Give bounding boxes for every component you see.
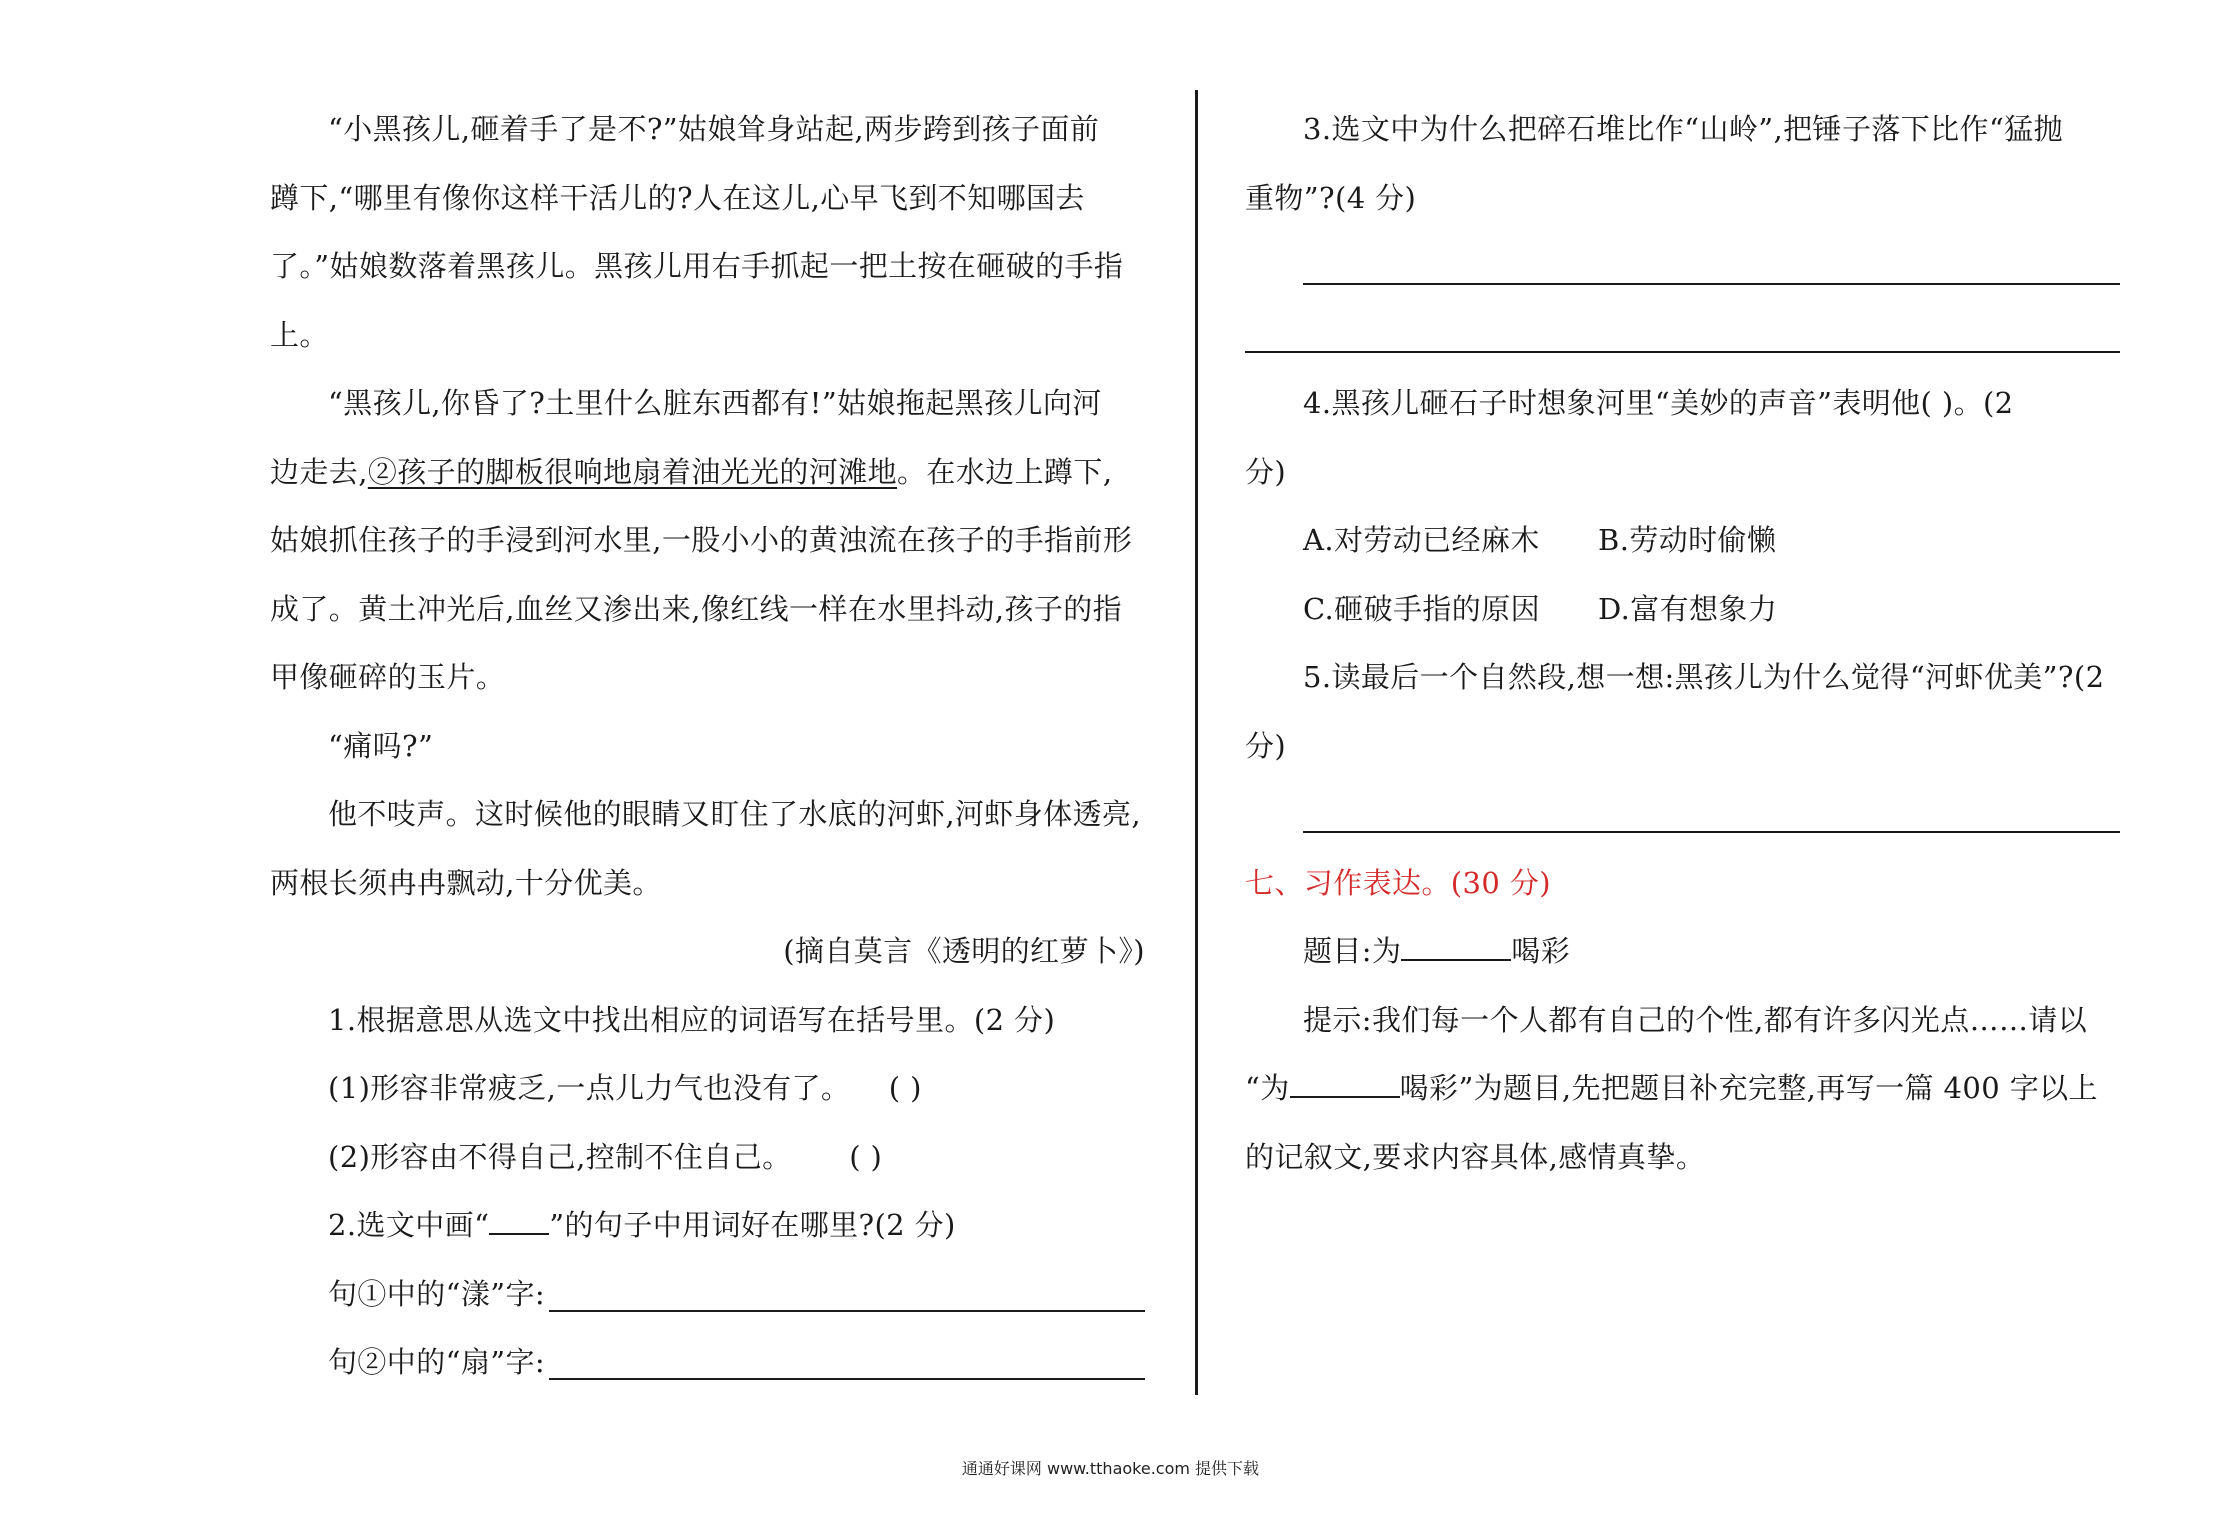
essay-hint: 提示:我们每一个人都有自己的个性,都有许多闪光点……请以 [1303, 1002, 2088, 1037]
question-2 [270, 1191, 1145, 1260]
topic-blank[interactable] [1401, 959, 1511, 961]
question-text: 句①中的“漾”字: [328, 1276, 546, 1311]
topic-blank[interactable] [1290, 1096, 1400, 1098]
option-b[interactable]: B.劳动时偷懒 [1598, 523, 1777, 557]
answer-parentheses[interactable]: ( ) [888, 1071, 922, 1105]
column-divider [1195, 90, 1198, 1395]
question-3: 3.选文中为什么把碎石堆比作“山岭”,把锤子落下比作“猛抛 [1303, 112, 2063, 146]
left-column [270, 95, 1145, 1397]
page-footer: 通通好课网 www.tthaoke.com 提供下载 [961, 1459, 1260, 1478]
essay-topic [1245, 917, 2120, 986]
passage-line: 他不吱声。这时候他的眼睛又盯住了水底的河虾,河虾身体透亮, [328, 797, 1142, 831]
question-1: 1.根据意思从选文中找出相应的词语写在括号里。(2 分) [328, 1002, 1056, 1037]
topic-text: 题目:为 [1303, 934, 1402, 968]
passage-line: 甲像砸碎的玉片。 [270, 660, 506, 694]
passage-line: 姑娘抓住孩子的手浸到河水里,一股小小的黄浊流在孩子的手指前形 [270, 523, 1133, 557]
answer-parentheses[interactable]: ( ) [849, 1139, 883, 1174]
question-text: 句②中的“扇”字: [328, 1345, 546, 1379]
question-1-2 [270, 1123, 1145, 1192]
question-4: 4.黑孩儿砸石子时想象河里“美妙的声音”表明他( )。(2 [1303, 386, 2014, 420]
question-text: (2)形容由不得自己,控制不住自己。 [328, 1139, 792, 1174]
question-text: 2.选文中画“ [328, 1208, 490, 1242]
answer-line[interactable] [1245, 780, 2120, 849]
passage-line: “黑孩儿,你昏了?土里什么脏东西都有!”姑娘拖起黑孩儿向河 [328, 386, 1102, 420]
options-row [1245, 575, 2120, 644]
question-text: (1)形容非常疲乏,一点儿力气也没有了。 [328, 1071, 851, 1105]
passage-text: 。在水边上蹲下, [897, 454, 1113, 489]
answer-line[interactable] [1245, 301, 2120, 370]
question-5-cont: 分) [1245, 728, 1287, 763]
hint-text: 喝彩”为题目,先把题目补充完整,再写一篇 400 字以上 [1399, 1071, 2098, 1105]
passage-line: “小黑孩儿,砸着手了是不?”姑娘耸身站起,两步跨到孩子面前 [328, 112, 1100, 146]
answer-line[interactable] [1245, 232, 2120, 301]
section-7-heading: 七、习作表达。(30 分) [1245, 865, 1551, 900]
option-c[interactable]: C.砸破手指的原因 [1303, 591, 1540, 626]
options-row [1245, 506, 2120, 575]
passage-line [270, 438, 1145, 507]
hint-text: “为 [1245, 1071, 1290, 1105]
passage-line: 成了。黄土冲光后,血丝又渗出来,像红线一样在水里抖动,孩子的指 [270, 591, 1123, 626]
answer-line[interactable] [549, 1310, 1145, 1312]
question-3-cont: 重物”?(4 分) [1245, 180, 1417, 215]
option-a[interactable]: A.对劳动已经麻木 [1303, 523, 1540, 557]
question-text: ”的句子中用词好在哪里?(2 分) [549, 1208, 956, 1242]
underline-mark [489, 1233, 549, 1235]
question-1-1 [270, 1054, 1145, 1123]
topic-text: 喝彩 [1511, 934, 1571, 968]
question-2-b [270, 1328, 1145, 1397]
question-5: 5.读最后一个自然段,想一想:黑孩儿为什么觉得“河虾优美”?(2 [1303, 660, 2105, 694]
passage-text: 边走去, [270, 454, 368, 489]
passage-source: (摘自莫言《透明的红萝卜》) [783, 934, 1145, 968]
essay-hint-cont [1245, 1054, 2120, 1123]
passage-line: “痛吗?” [328, 728, 434, 763]
underlined-sentence-2: ②孩子的脚板很响地扇着油光光的河滩地 [367, 454, 898, 489]
option-d[interactable]: D.富有想象力 [1598, 591, 1778, 626]
answer-line[interactable] [549, 1378, 1145, 1380]
passage-line: 上。 [270, 317, 329, 352]
passage-line: 了。”姑娘数落着黑孩儿。黑孩儿用右手抓起一把土按在砸破的手指 [270, 249, 1124, 283]
essay-hint-cont: 的记叙文,要求内容具体,感情真挚。 [1245, 1139, 1706, 1174]
right-column [1245, 95, 2120, 1191]
question-4-cont: 分) [1245, 454, 1287, 489]
passage-line: 两根长须冉冉飘动,十分优美。 [270, 865, 662, 900]
question-2-a [270, 1260, 1145, 1329]
passage-line: 蹲下,“哪里有像你这样干活儿的?人在这儿,心早飞到不知哪国去 [270, 180, 1085, 215]
